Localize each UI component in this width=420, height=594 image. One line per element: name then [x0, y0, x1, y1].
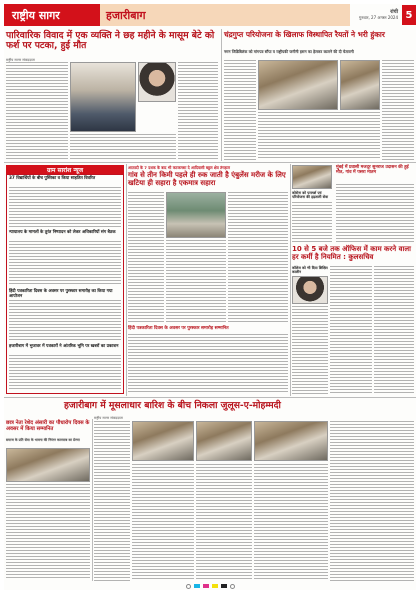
cyan-swatch-icon: [194, 584, 200, 588]
story-family-headline: पारिवारिक विवाद में एक व्यक्ति ने छह महीने के मासूम बेटे को फर्श पर पटका, हुई मौत: [6, 30, 215, 52]
city-label: रांची: [390, 9, 398, 15]
story-road-body-3: [228, 192, 288, 322]
story-bottom-body-5: [330, 421, 414, 581]
story-protest-subhead: नमन जिडिबिलंक को मांगपत्र सौंपा व राष्ट्रीयकी जमीनी हसन का हेलकर कालने की दी चेतावनी: [224, 49, 354, 54]
story-office-headline: 10 से 5 बजे तक ऑफिस में काम करने वाला हर कर्मी है नियमित : कुलसचिव: [292, 245, 411, 261]
divider: [4, 397, 416, 398]
story-road-body: [128, 192, 164, 322]
story-bottom-photo-3: [254, 421, 328, 461]
box-news-title: ग्राम सारांश न्यूज: [6, 165, 124, 174]
story-office-brief: कॉलेज को भी दिया शिक्षित कालीन: [292, 266, 328, 275]
story-family-body-3: [178, 62, 218, 160]
story-brief-side-body: [292, 202, 332, 242]
story-office-body-2: [330, 266, 372, 394]
story-hindi-body: [128, 334, 288, 394]
box-item1-headline: 37 विद्यार्थियों के बीच पुस्तिका व किया साहतित विवरित: [9, 175, 96, 180]
yellow-swatch-icon: [212, 584, 218, 588]
box-item4-body: [9, 355, 121, 391]
story-bottom-photo-2: [196, 421, 252, 461]
story-bottom-body: [94, 421, 130, 581]
story-family-body: [6, 62, 68, 160]
story-family-body-2: [70, 134, 176, 160]
story-protest-photo-2: [340, 60, 380, 110]
box-item3-body: [9, 300, 121, 340]
story-family-photo-2: [138, 62, 176, 102]
story-protest-body: [224, 60, 256, 160]
story-office-photo: [292, 276, 328, 304]
story-bottom-left-headline: छात्र नेता रेशेद अंसारी का पौधारोप दिवस के अवसर में किया सम्मानित: [6, 420, 90, 432]
brand-name: राष्ट्रीय सागर: [4, 4, 100, 26]
story-office-body-3: [374, 266, 414, 394]
story-brief-photo: [292, 165, 332, 189]
date-label: गुरुवार, 27 अगस्त 2024: [358, 15, 398, 20]
box-item3-headline: हिंदी पत्रकारिता दिवस के अवसर पर पुरस्कार समारोह का किया गया आयोजन: [9, 288, 113, 298]
story-brief-side-headline: कोरोना को परामर्श एवं परियोजना की हड़ताली सेवा: [292, 191, 329, 200]
page-number: 5: [402, 5, 416, 25]
masthead: [4, 4, 416, 26]
story-family-byline: राष्ट्रीय सागर संवाददाता: [6, 58, 35, 62]
registration-mark-icon: [186, 584, 191, 589]
story-office-body: [292, 306, 328, 394]
story-protest-body-2: [258, 112, 380, 160]
registration-mark-icon: [230, 584, 235, 589]
story-family-photo: [70, 62, 136, 132]
story-bottom-byline: राष्ट्रीय सागर संवाददाता: [94, 416, 123, 420]
story-bottom-left-photo: [6, 448, 90, 482]
story-bottom-left-body: [6, 484, 90, 580]
story-protest-headline: चंद्रगुप्त परियोजना के खिलाफ विस्थापित रैयतों ने भरी हुंकार: [224, 30, 385, 39]
story-bottom-photo-1: [132, 421, 194, 461]
column-rule: [221, 29, 222, 161]
column-rule: [126, 164, 127, 396]
box-item2-headline: न्यायालय के मामलों के तुरंत निष्पादन को लेकर अधिकारियों संग बैठक: [9, 229, 116, 234]
box-item1-body: [9, 187, 121, 227]
story-brief-headline: मुंबई में प्रवासी मजदूर सुनराज उदासन की हुई मौत, गांव में पसरा मातम: [336, 165, 409, 175]
story-road-body-2: [166, 240, 226, 322]
story-bottom-headline: हजारीबाग में मूसलाधार बारिश के बीच निकला जुलूस-ए-मोहम्मदी: [64, 400, 281, 411]
story-bottom-left-subhead: समाज के प्रति सेवा के भावना की निरंतर कामयाब का प्रेरणा: [6, 438, 80, 442]
story-brief-body: [336, 184, 414, 242]
section-title: हजारीबाग: [100, 4, 350, 26]
story-road-photo: [166, 192, 226, 238]
divider: [4, 162, 416, 163]
story-bottom-body-4: [254, 464, 328, 580]
story-protest-body-3: [382, 60, 414, 160]
black-swatch-icon: [221, 584, 227, 588]
print-registration-strip: [4, 582, 416, 590]
box-item2-body: [9, 241, 121, 285]
story-bottom-body-3: [196, 464, 252, 580]
newspaper-page: [4, 4, 416, 590]
story-road-kicker: आज़ादी के 7 दशक के बाद भी कटकमसा दे आदिवासी बहुल क्षेत्र तंगहाल: [128, 165, 230, 170]
story-hindi-headline: हिंदी पत्रकारिता दिवस के अवसर पर पुरस्कार समारोह सम्मानित: [128, 326, 229, 331]
box-item4-headline: हजारीबाग में भुजावर में पत्रकारों ने आंतरिक भूमि पर खबरों का प्रकाशन: [9, 343, 119, 348]
column-rule: [92, 419, 93, 581]
story-protest-photo: [258, 60, 338, 110]
column-rule: [290, 164, 291, 396]
story-bottom-body-2: [132, 464, 194, 580]
story-road-headline: गांव से तीन किमी पहले ही रुक जाती है एंबुलेंस मरीज के लिए खटिया ही सहारा है एकमात्र सहारा: [128, 171, 286, 187]
magenta-swatch-icon: [203, 584, 209, 588]
